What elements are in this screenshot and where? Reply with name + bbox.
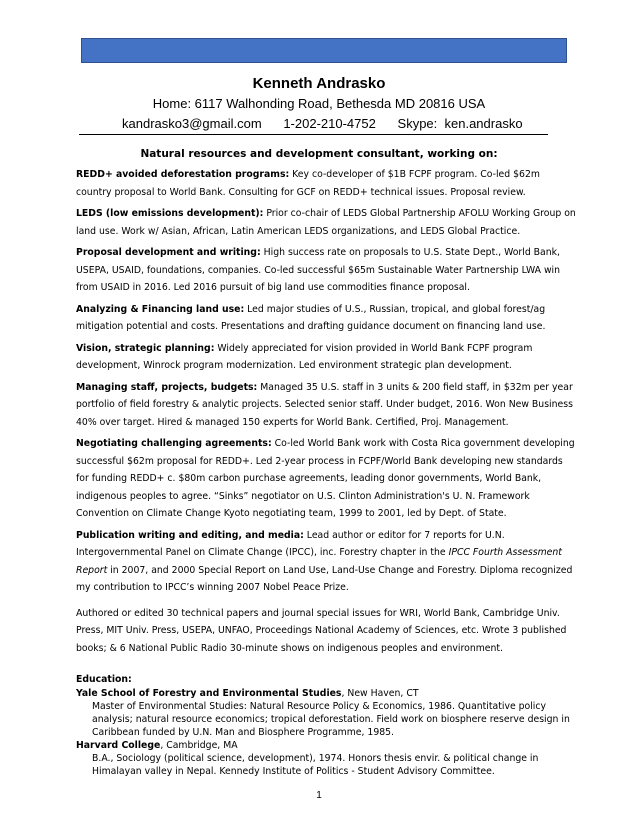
section-leds [76,205,576,240]
page-number: 1 [316,790,322,801]
header-banner [81,38,567,63]
section-title: Managing staff, projects, budgets: [76,381,258,393]
education-entry-yale [76,687,576,739]
degree-detail: B.A., Sociology (political science, development), 1974. Honors thesis envir. & political change in Himalayan valley in Nepal. Kennedy Institute of Politics - Student Advisory Committee. [92,753,539,777]
header-divider [79,134,548,135]
email[interactable]: kandrasko3@gmail.com [122,116,262,131]
section-text: Lead author or editor for 7 reports for U.N. Intergovernmental Panel on Climate Change (IPCC), inc. Forestry chapter in the [76,529,505,558]
section-title: Proposal development and writing: [76,247,261,258]
school-name: Harvard College [76,740,161,751]
section-negotiating [76,435,576,523]
education-entry-harvard [76,739,576,778]
authored-paragraph: Authored or edited 30 technical papers and journal special issues for WRI, World Bank, Cambridge Univ. Press, MIT Univ. Press, USEPA, UNFAO, Proceedings National Academy of Sciences, etc. Wrote 3 published books; & 6 National Public Radio 30-minute shows on indigenous peoples and environment. [76,607,567,654]
home-address: Home: 6117 Walhonding Road, Bethesda MD 20816 USA [152,96,486,111]
section-text: Managed 35 U.S. staff in 3 units & 200 field staff, in $32m per year portfolio of field forestry & analytic projects. Selected senior staff. Under budget, 2016. Won New Business 40% over target. Hired & managed 150 experts for World Bank. Certified, Proj. Management. [76,381,573,428]
section-proposal [76,244,576,297]
section-title: Negotiating challenging agreements: [76,438,272,449]
section-title: LEDS (low emissions development): [76,208,264,219]
section-managing [76,379,576,432]
school-location: , Cambridge, MA [160,740,238,751]
school-name: Yale School of Forestry and Environmental Studies [76,688,342,699]
section-text: in 2007, and 2000 Special Report on Land Use, Land-Use Change and Forestry. Diploma recognized my contribution to IPCC’s winning 2007 Nobel Peace Prize. [76,564,573,593]
section-publication [76,527,576,597]
section-text: Led major studies of U.S., Russian, tropical, and global forest/ag mitigation potential and costs. Presentations and drafting guidance document on financing land use. [76,303,546,332]
section-title: Vision, strategic planning: [76,342,215,354]
section-title: Analyzing & Financing land use: [76,303,245,315]
book-title: IPCC Fourth Assessment Report [76,547,562,576]
degree-detail: Master of Environmental Studies: Natural Resource Policy & Economics, 1986. Quantitative policy analysis; natural resource economics; tropical deforestation. Field work on biosphere reserve design in Caribbean funded by U.N. Man and Biosphere Programme, 1985. [92,701,570,738]
section-redd [76,166,576,201]
resume-name: Kenneth Andrasko [252,75,386,92]
phone: 1-202-210-4752 [283,116,376,131]
section-text: Key co-developer of $1B FCPF program. Co-led $62m country proposal to World Bank. Consulting for GCF on REDD+ technical issues. Proposal review. [76,169,540,198]
section-text: High success rate on proposals to U.S. State Dept., World Bank, USEPA, USAID, foundations, companies. Co-led successful $65m Sustainable Water Partnership LWA win from USAID in 2016. Led 2016 pursuit of big land use commodities finance proposal. [76,247,561,293]
skype: Skype: ken.andrasko [397,116,523,131]
section-text: Co-led World Bank work with Costa Rica government developing successful $62m proposal for REDD+. Led 2-year process in FCPF/World Bank developing new standards for funding REDD+ c. $80m carbon purchase agreements, leading donor governments, World Bank, indigenous peoples to agree. “Sinks” negotiator on U.S. Clinton Administration's U. N. Framework Convention on Climate Change Kyoto negotiating team, 1999 to 2001, led by Dept. of State. [76,438,575,519]
profile-subtitle: Natural resources and development consultant, working on: [140,148,498,160]
resume-body [76,166,576,778]
school-location: , New Haven, CT [341,688,419,699]
section-vision [76,340,576,375]
section-analyzing [76,301,576,336]
section-text: Widely appreciated for vision provided in World Bank FCPF program development, Winrock program modernization. Led environment strategic plan development. [76,342,533,371]
education-heading: Education: [76,674,132,685]
section-title: Publication writing and editing, and media: [76,529,304,541]
section-text: Prior co-chair of LEDS Global Partnership AFOLU Working Group on land use. Work w/ Asian, African, Latin American LEDS organizations, and LEDS Global Practice. [76,208,576,237]
contact-line [122,116,542,131]
section-title: REDD+ avoided deforestation programs: [76,169,290,180]
